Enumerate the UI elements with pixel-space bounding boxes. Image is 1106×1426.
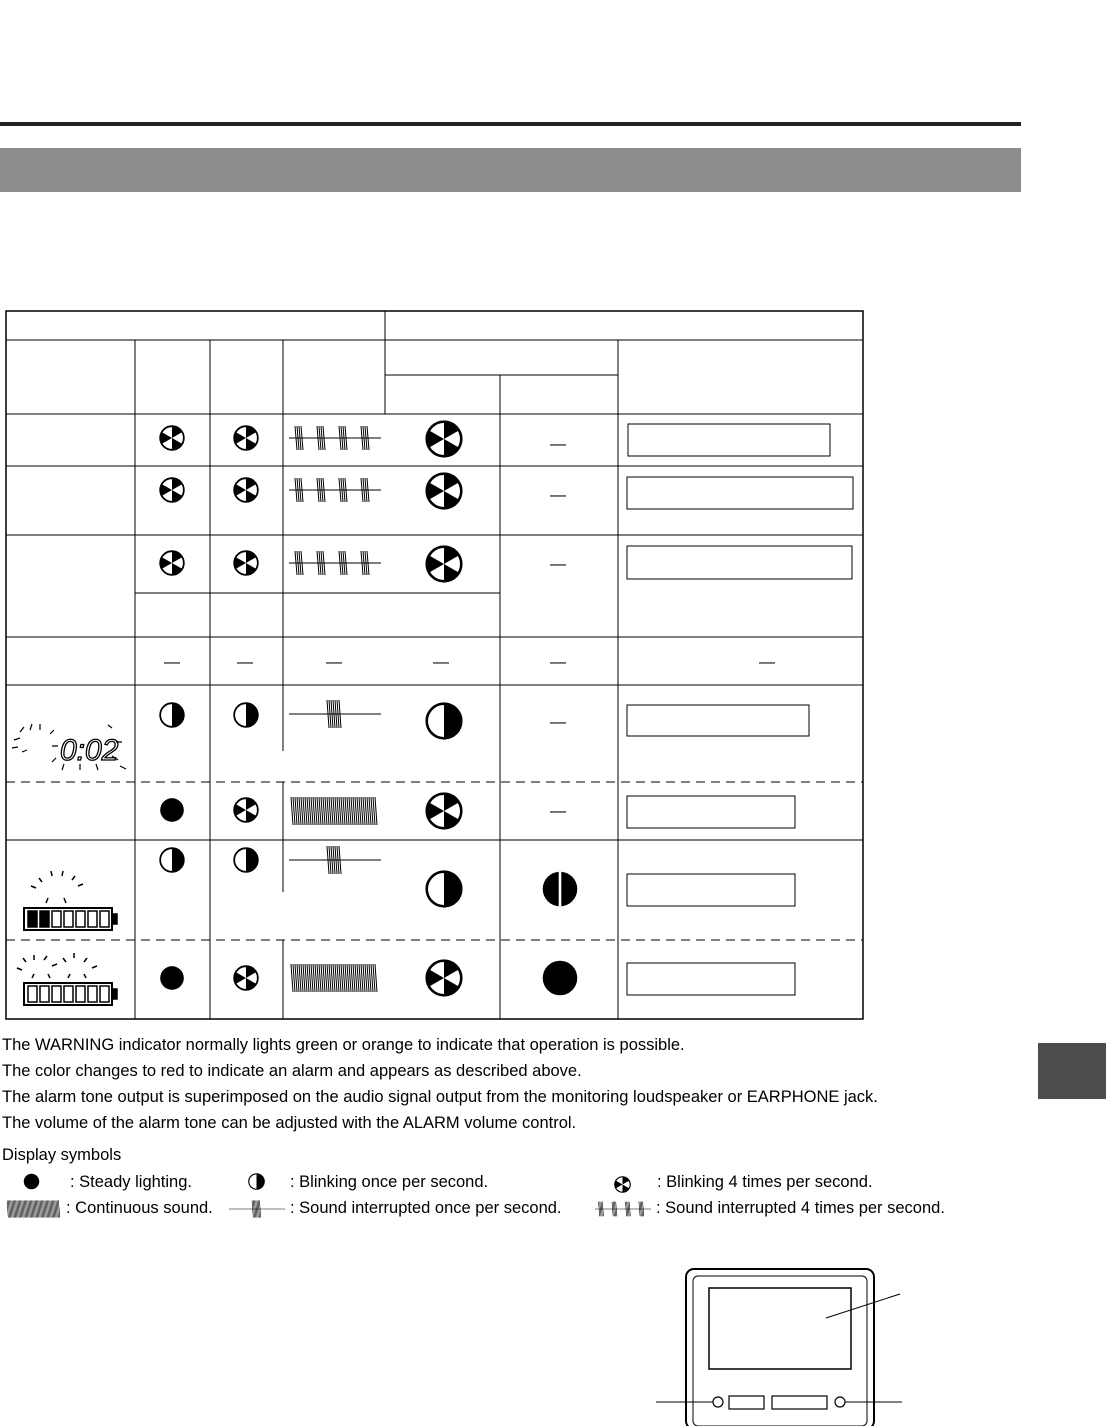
display-message-box	[627, 705, 809, 736]
blink-once-icon	[427, 704, 462, 739]
continuous-sound-icon	[7, 1200, 60, 1217]
battery-empty-blink-icon	[17, 953, 117, 1005]
display-message-box	[627, 963, 795, 995]
blink-four-icon	[160, 551, 184, 575]
blink-four-icon	[427, 547, 462, 582]
dash: —	[237, 654, 253, 671]
display-message-box	[627, 874, 795, 906]
dash: —	[550, 556, 566, 573]
continuous-sound-icon	[291, 797, 377, 825]
sound-interrupted-once-icon	[289, 846, 381, 874]
blink-four-icon	[615, 1177, 630, 1192]
blink-four-icon	[160, 478, 184, 502]
display-message-box	[627, 546, 852, 579]
blink-four-icon	[427, 422, 462, 457]
display-message-box	[627, 477, 853, 509]
continuous-sound-icon	[291, 964, 377, 992]
dash: —	[759, 654, 775, 671]
steady-light-icon	[160, 966, 184, 990]
display-message-box	[628, 424, 830, 456]
timecode-display: 0:02	[60, 734, 119, 767]
device-front-illustration	[656, 1269, 902, 1426]
blink-once-icon	[160, 703, 184, 727]
dash: —	[550, 714, 566, 731]
blink-four-icon	[234, 798, 258, 822]
blink-once-icon	[427, 872, 462, 907]
legend-blink-once: : Blinking once per second.	[290, 1173, 489, 1191]
legend-title: Display symbols	[2, 1146, 122, 1164]
blink-once-icon	[234, 703, 258, 727]
sound-interrupted-once-icon	[289, 700, 381, 728]
legend-blink-four: : Blinking 4 times per second.	[657, 1173, 873, 1191]
blink-four-icon	[234, 551, 258, 575]
legend-interrupt-once: : Sound interrupted once per second.	[290, 1199, 562, 1217]
display-message-box	[627, 796, 795, 828]
sound-interrupted-four-icon	[289, 426, 381, 450]
dash: —	[164, 654, 180, 671]
blink-four-icon	[234, 966, 258, 990]
blink-four-icon	[234, 426, 258, 450]
steady-light-icon	[543, 961, 578, 996]
steady-light-icon	[543, 872, 578, 907]
dash: —	[326, 654, 342, 671]
legend-steady: : Steady lighting.	[70, 1173, 192, 1191]
note-alarm-tone-output: The alarm tone output is superimposed on the audio signal output from the monitoring loudspeaker or EARPHONE jack.	[2, 1088, 878, 1106]
dash: —	[550, 487, 566, 504]
steady-light-icon	[160, 798, 184, 822]
blink-four-icon	[427, 474, 462, 509]
sound-interrupted-once-icon	[229, 1200, 285, 1217]
steady-light-icon	[24, 1174, 39, 1189]
note-alarm-volume: The volume of the alarm tone can be adjusted with the ALARM volume control.	[2, 1114, 577, 1132]
blink-once-icon	[160, 848, 184, 872]
blink-four-icon	[427, 961, 462, 996]
note-color-change: The color changes to red to indicate an alarm and appears as described above.	[2, 1062, 582, 1080]
sound-interrupted-four-icon	[289, 478, 381, 502]
blink-once-icon	[234, 848, 258, 872]
dash: —	[550, 803, 566, 820]
dash: —	[550, 654, 566, 671]
battery-low-blink-icon	[24, 871, 117, 930]
legend-continuous: : Continuous sound.	[66, 1199, 213, 1217]
dash: —	[550, 436, 566, 453]
blink-once-icon	[249, 1174, 264, 1189]
sound-interrupted-four-icon	[595, 1202, 651, 1217]
blink-four-icon	[234, 478, 258, 502]
note-warning-indicator: The WARNING indicator normally lights green or orange to indicate that operation is possible.	[2, 1036, 685, 1054]
dash: —	[433, 654, 449, 671]
blink-four-icon	[160, 426, 184, 450]
blink-four-icon	[427, 794, 462, 829]
sound-interrupted-four-icon	[289, 551, 381, 575]
legend-interrupt-four: : Sound interrupted 4 times per second.	[656, 1199, 945, 1217]
